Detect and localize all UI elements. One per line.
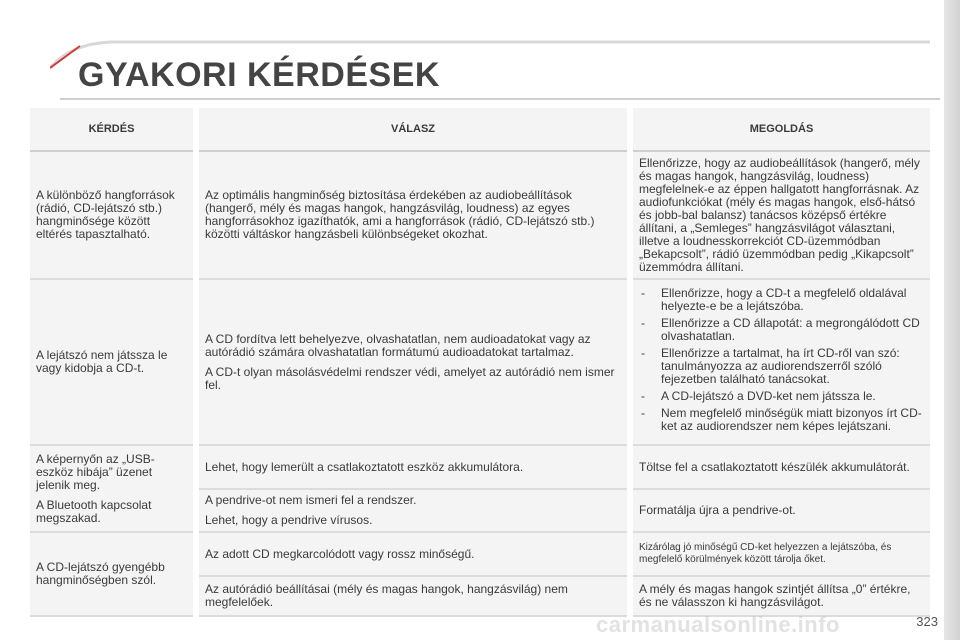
row4-answer-b: Az autórádió beállításai (mély és magas hangok, hangzásvilág) nem megfelelőek. bbox=[196, 576, 630, 616]
row4-question: A CD-lejátszó gyengébb hangminőségben szól. bbox=[30, 532, 196, 616]
faq-table bbox=[30, 108, 930, 617]
page-number: 323 bbox=[916, 614, 938, 629]
row1-solution: Ellenőrizze, hogy az audiobeállítások (hangerő, mély és magas hangok, hangzásvilág, loudness) megfelelnek-e az éppen hallgatott hangforrásnak. Az audiofunkciókat (mély és magas hangok, első-hátsó és jobb-bal balansz) tanácsos középső értékre állítani, a „Semleges” hangzásvilágot választani, illetve a loudnesskorrekciót CD-üzemmódban „Bekapcsolt”, rádió üzemmódban pedig „Kikapcsolt” üzemmódra állítani. bbox=[630, 151, 930, 279]
row2-solution bbox=[630, 279, 930, 445]
list-item: - Nem megfelelő minőségük miatt bizonyos írt CD-ket az audiorendszer nem képes lejátszani. bbox=[639, 407, 924, 433]
table-row bbox=[30, 532, 930, 576]
list-item: - Ellenőrizze a CD állapotát: a megrongálódott CD olvashatatlan. bbox=[639, 317, 924, 343]
row4-solution-a: Kizárólag jó minőségű CD-ket helyezzen a lejátszóba, és megfelelő körülmények között tárolja őket. bbox=[630, 532, 930, 576]
table-row bbox=[30, 279, 930, 445]
row4-solution-b: A mély és magas hangok szintjét állítsa „0” értékre, és ne válasszon ki hangzásvilágot. bbox=[630, 576, 930, 616]
table-header-row bbox=[30, 108, 930, 151]
page-title: GYAKORI KÉRDÉSEK bbox=[78, 56, 440, 94]
table-row bbox=[30, 445, 930, 489]
header-solution: MEGOLDÁS bbox=[630, 108, 930, 151]
row2-answer-line1: A CD fordítva lett behelyezve, olvashatatlan, nem audioadatokat vagy az autórádió számára olvashatatlan formátumú audioadatokat tartalmaz. bbox=[205, 331, 591, 359]
row3-answer-a: Lehet, hogy lemerült a csatlakoztatott eszköz akkumulátora. bbox=[196, 445, 630, 489]
row2-question: A lejátszó nem játssza le vagy kidobja a CD-t. bbox=[30, 279, 196, 445]
row2-solution-list bbox=[639, 287, 924, 433]
row3-question bbox=[30, 445, 196, 532]
row3-answer-b bbox=[196, 489, 630, 532]
row3-answer-b-line1: A pendrive-ot nem ismeri fel a rendszer. bbox=[205, 493, 417, 507]
row1-question: A különböző hangforrások (rádió, CD-lejátszó stb.) hangminősége között eltérés tapasztalható. bbox=[30, 151, 196, 279]
title-divider bbox=[60, 98, 940, 100]
row3-question-line2: A Bluetooth kapcsolat megszakad. bbox=[36, 497, 152, 525]
row3-solution-a: Töltse fel a csatlakoztatott készülék akkumulátorát. bbox=[630, 445, 930, 489]
page-edge-strip bbox=[944, 0, 960, 640]
row3-answer-b-line2: Lehet, hogy a pendrive vírusos. bbox=[205, 513, 373, 527]
list-item: - Ellenőrizze, hogy a CD-t a megfelelő oldalával helyezte-e be a lejátszóba. bbox=[639, 287, 924, 313]
row2-answer-line2: A CD-t olyan másolásvédelmi rendszer védi, amelyet az autórádió nem ismer fel. bbox=[205, 364, 615, 392]
header-answer: VÁLASZ bbox=[196, 108, 630, 151]
row3-question-line1: A képernyőn az „USB-eszköz hibája” üzenet jelenik meg. bbox=[36, 451, 155, 492]
row2-answer bbox=[196, 279, 630, 445]
header-question: KÉRDÉS bbox=[30, 108, 196, 151]
table-row bbox=[30, 151, 930, 279]
row1-answer: Az optimális hangminőség biztosítása érdekében az audiobeállítások (hangerő, mély és magas hangok, hangzásvilág, loudness) az egyes hangforrásokhoz igazíthatók, ami a hangforrások (rádió, CD-lejátszó stb.) közötti váltáskor hangzásbeli különbségeket okozhat. bbox=[196, 151, 630, 279]
watermark: carmanualsonline.info bbox=[596, 612, 840, 637]
list-item: - Ellenőrizze a tartalmat, ha írt CD-ről van szó: tanulmányozza az audiorendszerről szóló fejezetben található tanácsokat. bbox=[639, 347, 924, 386]
row3-solution-b: Formatálja újra a pendrive-ot. bbox=[630, 489, 930, 532]
list-item: - A CD-lejátszó a DVD-ket nem játssza le. bbox=[639, 390, 924, 403]
row4-answer-a: Az adott CD megkarcolódott vagy rossz minőségű. bbox=[196, 532, 630, 576]
